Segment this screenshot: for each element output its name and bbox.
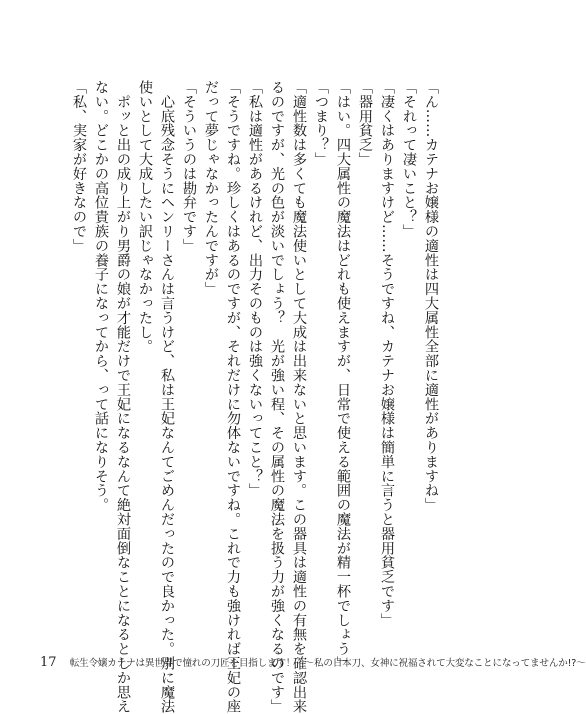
text-line: ない。どこかの高位貴族の養子になってから、って話になりそう。 <box>93 80 109 512</box>
text-line: 「適性数は多くても魔法使いとして大成は出来ないと思います。この器具は適性の有無を確認出来 <box>291 80 307 714</box>
text-line: 「それって凄いこと？」 <box>401 80 417 239</box>
text-line: 「そうですね。珍しくはあるのですが、それだけに勿体ないですね。これで力も強ければ王妃の座 <box>225 80 241 714</box>
text-line: 「私、実家が好きなので」 <box>71 80 87 253</box>
text-line: 「はい。四大属性の魔法はどれも使えますが、日常で使える範囲の魔法が精一杯でしょう」 <box>335 80 351 671</box>
text-line: 「凄くはありますけど……そうですね、カテナお嬢様は簡単に言うと器用貧乏です」 <box>379 80 395 628</box>
running-title: 転生令嬢カテナは異世界で憧れの刀匠を目指します！ 〜私の日本刀、女神に祝福されて大変なことになってませんか!?〜 <box>69 658 586 669</box>
text-line: 「器用貧乏」 <box>357 80 373 167</box>
text-line: 使いとして大成したい訳じゃなかったし。 <box>137 80 153 354</box>
text-line: 「そういうのは勘弁です」 <box>181 80 197 253</box>
text-line: 心底残念そうにヘンリーさんは言うけど、私は王妃なんてごめんだったので良かった。別に魔法 <box>159 80 175 714</box>
page-footer <box>40 655 586 671</box>
page-number: 17 <box>40 655 57 670</box>
text-line: るのですが、光の色が淡いでしょう？ 光が強い程、その属性の魔法を扱う力が強くなるのです」 <box>269 80 285 714</box>
text-line: 「私は適性があるけれど、出力そのものは強くないってこと？」 <box>247 80 263 498</box>
text-line: ポッと出の成り上がり男爵の娘が才能だけで王妃になるなんて絶対面倒なことになるとしか思え <box>115 80 131 714</box>
text-line: 「つまり？」 <box>313 80 329 167</box>
text-line: だって夢じゃなかったんですが」 <box>203 80 219 296</box>
text-line: 「ん……カテナお嬢様の適性は四大属性全部に適性がありますね」 <box>423 80 439 512</box>
